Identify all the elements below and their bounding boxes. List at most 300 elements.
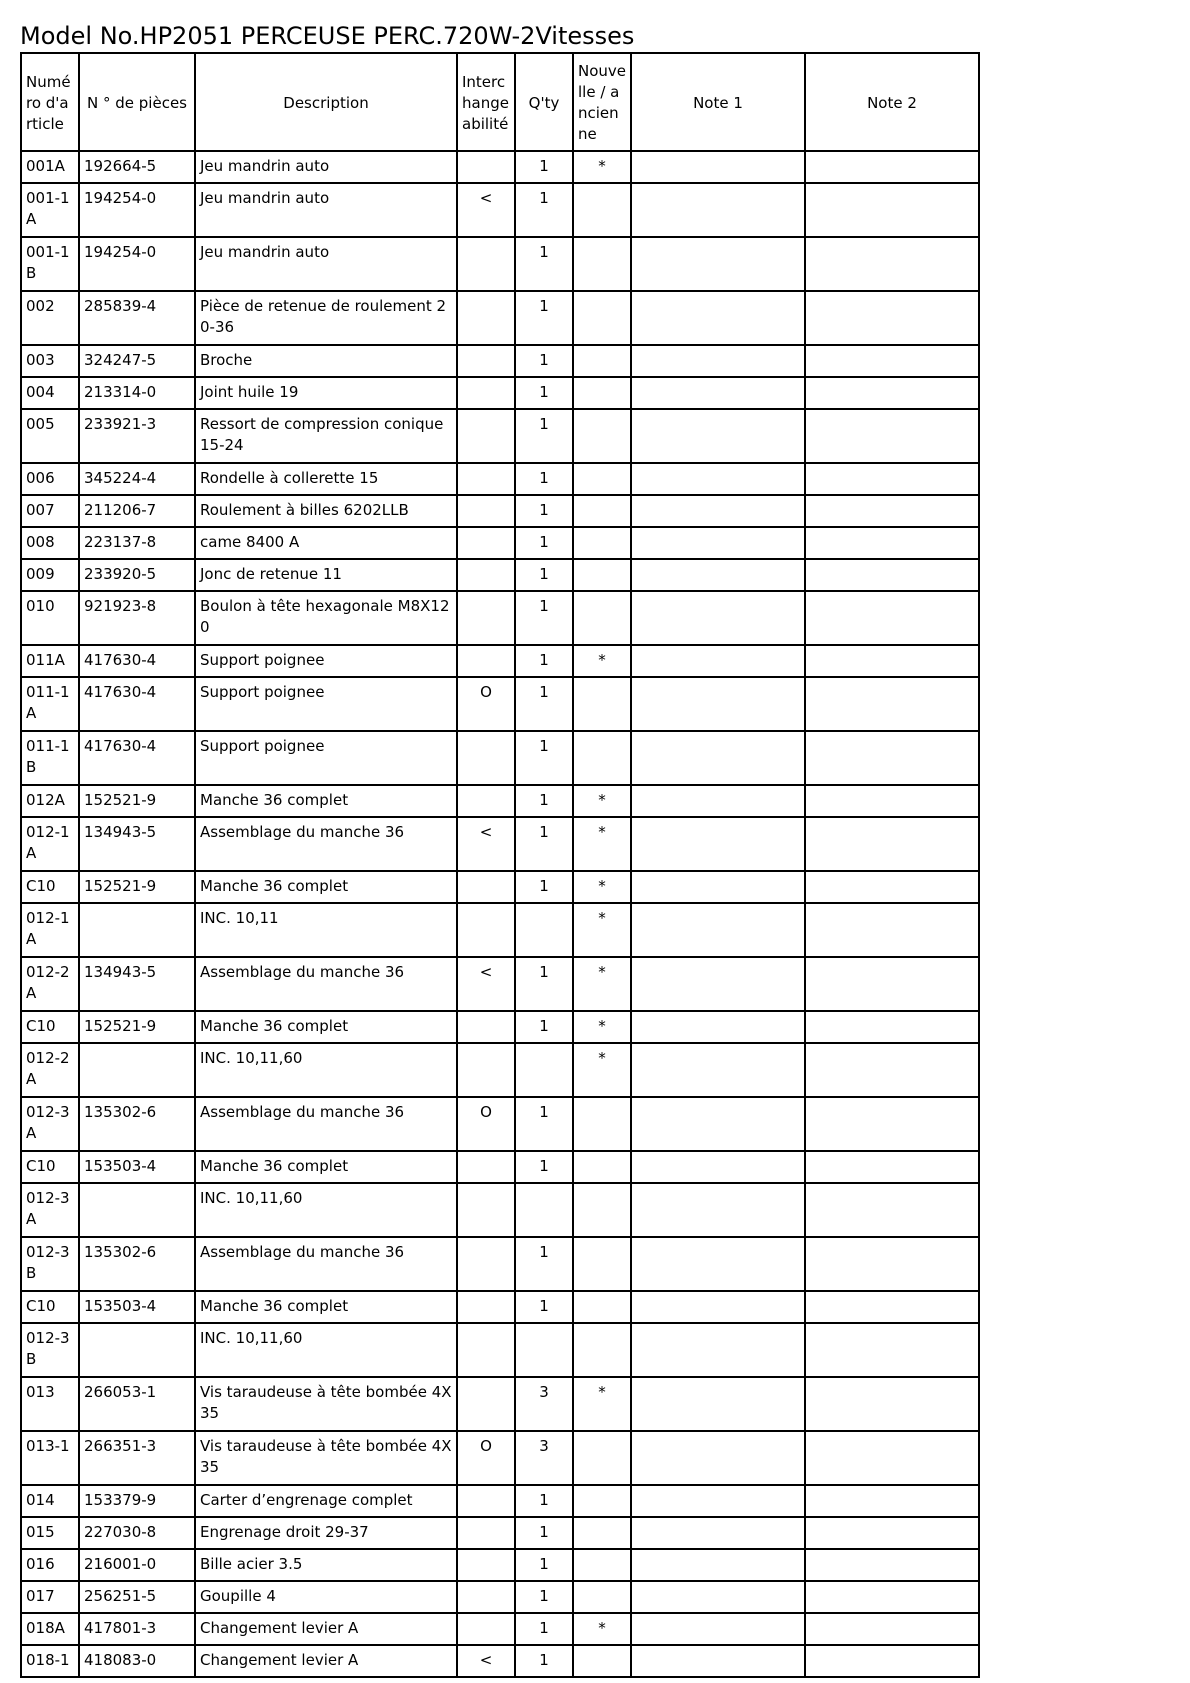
- table-row: [21, 1485, 979, 1517]
- note-2-cell: [805, 1151, 979, 1183]
- description-cell: Ressort de compression conique 15-24: [195, 409, 457, 463]
- note-2-cell: [805, 559, 979, 591]
- header-note-1: Note 1: [631, 53, 805, 151]
- quantity-cell: 1: [515, 291, 573, 345]
- quantity-cell: [515, 1183, 573, 1237]
- part-number-cell: [79, 903, 195, 957]
- description-cell: Roulement à billes 6202LLB: [195, 495, 457, 527]
- table-row: [21, 1043, 979, 1097]
- table-row: [21, 377, 979, 409]
- quantity-cell: 3: [515, 1377, 573, 1431]
- new-old-cell: *: [573, 1613, 631, 1645]
- interchangeability-cell: [457, 409, 515, 463]
- item-number-cell: 012-3B: [21, 1323, 79, 1377]
- note-2-cell: [805, 1485, 979, 1517]
- item-number-cell: 007: [21, 495, 79, 527]
- quantity-cell: 1: [515, 1549, 573, 1581]
- table-row: [21, 1097, 979, 1151]
- description-cell: Joint huile 19: [195, 377, 457, 409]
- note-2-cell: [805, 957, 979, 1011]
- new-old-cell: [573, 1581, 631, 1613]
- new-old-cell: *: [573, 1377, 631, 1431]
- quantity-cell: 1: [515, 559, 573, 591]
- interchangeability-cell: O: [457, 1431, 515, 1485]
- table-row: [21, 1581, 979, 1613]
- quantity-cell: 1: [515, 183, 573, 237]
- note-2-cell: [805, 1431, 979, 1485]
- note-1-cell: [631, 183, 805, 237]
- table-row: [21, 1613, 979, 1645]
- quantity-cell: 1: [515, 463, 573, 495]
- interchangeability-cell: [457, 527, 515, 559]
- item-number-cell: 005: [21, 409, 79, 463]
- part-number-cell: 417801-3: [79, 1613, 195, 1645]
- note-2-cell: [805, 345, 979, 377]
- part-number-cell: 921923-8: [79, 591, 195, 645]
- description-cell: Assemblage du manche 36: [195, 1097, 457, 1151]
- note-1-cell: [631, 1613, 805, 1645]
- note-2-cell: [805, 1377, 979, 1431]
- description-cell: Jeu mandrin auto: [195, 237, 457, 291]
- table-row: [21, 871, 979, 903]
- note-2-cell: [805, 1183, 979, 1237]
- table-row: [21, 1323, 979, 1377]
- description-cell: Goupille 4: [195, 1581, 457, 1613]
- note-1-cell: [631, 1377, 805, 1431]
- item-number-cell: 012A: [21, 785, 79, 817]
- interchangeability-cell: [457, 1517, 515, 1549]
- new-old-cell: [573, 1517, 631, 1549]
- note-2-cell: [805, 1323, 979, 1377]
- part-number-cell: 223137-8: [79, 527, 195, 559]
- description-cell: Broche: [195, 345, 457, 377]
- description-cell: Rondelle à collerette 15: [195, 463, 457, 495]
- new-old-cell: *: [573, 817, 631, 871]
- parts-table-body: [21, 151, 979, 1677]
- table-row: [21, 559, 979, 591]
- interchangeability-cell: [457, 1237, 515, 1291]
- table-row: [21, 409, 979, 463]
- note-1-cell: [631, 1291, 805, 1323]
- interchangeability-cell: [457, 1011, 515, 1043]
- item-number-cell: 012-1A: [21, 903, 79, 957]
- table-row: [21, 345, 979, 377]
- part-number-cell: [79, 1183, 195, 1237]
- description-cell: came 8400 A: [195, 527, 457, 559]
- note-1-cell: [631, 677, 805, 731]
- parts-table: [20, 52, 980, 1678]
- note-2-cell: [805, 1043, 979, 1097]
- quantity-cell: 1: [515, 345, 573, 377]
- note-1-cell: [631, 1011, 805, 1043]
- part-number-cell: 153379-9: [79, 1485, 195, 1517]
- quantity-cell: 3: [515, 1431, 573, 1485]
- table-row: [21, 1151, 979, 1183]
- note-1-cell: [631, 1549, 805, 1581]
- interchangeability-cell: [457, 1043, 515, 1097]
- note-2-cell: [805, 495, 979, 527]
- interchangeability-cell: <: [457, 1645, 515, 1677]
- table-row: [21, 237, 979, 291]
- description-cell: Assemblage du manche 36: [195, 1237, 457, 1291]
- quantity-cell: 1: [515, 957, 573, 1011]
- header-note-2: Note 2: [805, 53, 979, 151]
- new-old-cell: *: [573, 151, 631, 183]
- quantity-cell: 1: [515, 677, 573, 731]
- note-1-cell: [631, 559, 805, 591]
- quantity-cell: 1: [515, 817, 573, 871]
- item-number-cell: 015: [21, 1517, 79, 1549]
- part-number-cell: [79, 1043, 195, 1097]
- item-number-cell: C10: [21, 871, 79, 903]
- description-cell: Bille acier 3.5: [195, 1549, 457, 1581]
- table-row: [21, 463, 979, 495]
- note-1-cell: [631, 785, 805, 817]
- note-1-cell: [631, 1097, 805, 1151]
- interchangeability-cell: [457, 495, 515, 527]
- item-number-cell: 017: [21, 1581, 79, 1613]
- note-2-cell: [805, 463, 979, 495]
- note-1-cell: [631, 463, 805, 495]
- quantity-cell: [515, 1323, 573, 1377]
- interchangeability-cell: [457, 1151, 515, 1183]
- note-2-cell: [805, 785, 979, 817]
- document-title: Model No.HP2051 PERCEUSE PERC.720W-2Vitesses: [20, 22, 635, 50]
- description-cell: Manche 36 complet: [195, 1011, 457, 1043]
- interchangeability-cell: [457, 731, 515, 785]
- part-number-cell: 194254-0: [79, 183, 195, 237]
- note-1-cell: [631, 1431, 805, 1485]
- note-1-cell: [631, 1517, 805, 1549]
- quantity-cell: 1: [515, 1517, 573, 1549]
- note-2-cell: [805, 731, 979, 785]
- description-cell: Support poignee: [195, 645, 457, 677]
- note-2-cell: [805, 871, 979, 903]
- quantity-cell: 1: [515, 1151, 573, 1183]
- note-2-cell: [805, 1291, 979, 1323]
- quantity-cell: [515, 1043, 573, 1097]
- interchangeability-cell: <: [457, 183, 515, 237]
- note-2-cell: [805, 409, 979, 463]
- part-number-cell: 256251-5: [79, 1581, 195, 1613]
- item-number-cell: 004: [21, 377, 79, 409]
- interchangeability-cell: [457, 1183, 515, 1237]
- new-old-cell: [573, 345, 631, 377]
- description-cell: Manche 36 complet: [195, 871, 457, 903]
- part-number-cell: 153503-4: [79, 1151, 195, 1183]
- part-number-cell: 194254-0: [79, 237, 195, 291]
- note-1-cell: [631, 237, 805, 291]
- interchangeability-cell: [457, 1485, 515, 1517]
- note-1-cell: [631, 1581, 805, 1613]
- part-number-cell: 418083-0: [79, 1645, 195, 1677]
- interchangeability-cell: <: [457, 957, 515, 1011]
- item-number-cell: 012-3A: [21, 1183, 79, 1237]
- part-number-cell: 417630-4: [79, 677, 195, 731]
- description-cell: Vis taraudeuse à tête bombée 4X35: [195, 1431, 457, 1485]
- note-1-cell: [631, 1151, 805, 1183]
- part-number-cell: 417630-4: [79, 731, 195, 785]
- quantity-cell: 1: [515, 645, 573, 677]
- note-2-cell: [805, 1097, 979, 1151]
- description-cell: Jonc de retenue 11: [195, 559, 457, 591]
- new-old-cell: [573, 463, 631, 495]
- item-number-cell: 012-2A: [21, 957, 79, 1011]
- table-row: [21, 645, 979, 677]
- item-number-cell: 010: [21, 591, 79, 645]
- note-2-cell: [805, 591, 979, 645]
- quantity-cell: 1: [515, 409, 573, 463]
- table-row: [21, 1377, 979, 1431]
- new-old-cell: [573, 1549, 631, 1581]
- new-old-cell: *: [573, 645, 631, 677]
- item-number-cell: 008: [21, 527, 79, 559]
- note-2-cell: [805, 677, 979, 731]
- description-cell: Support poignee: [195, 731, 457, 785]
- part-number-cell: 134943-5: [79, 817, 195, 871]
- interchangeability-cell: [457, 1581, 515, 1613]
- header-quantity: Q'ty: [515, 53, 573, 151]
- item-number-cell: C10: [21, 1151, 79, 1183]
- interchangeability-cell: [457, 1549, 515, 1581]
- table-row: [21, 731, 979, 785]
- note-2-cell: [805, 1613, 979, 1645]
- interchangeability-cell: [457, 345, 515, 377]
- description-cell: Boulon à tête hexagonale M8X120: [195, 591, 457, 645]
- new-old-cell: *: [573, 871, 631, 903]
- interchangeability-cell: [457, 377, 515, 409]
- quantity-cell: 1: [515, 151, 573, 183]
- new-old-cell: [573, 409, 631, 463]
- table-row: [21, 1237, 979, 1291]
- interchangeability-cell: [457, 785, 515, 817]
- part-number-cell: 233921-3: [79, 409, 195, 463]
- interchangeability-cell: [457, 903, 515, 957]
- description-cell: Vis taraudeuse à tête bombée 4X35: [195, 1377, 457, 1431]
- quantity-cell: 1: [515, 495, 573, 527]
- header-description: Description: [195, 53, 457, 151]
- part-number-cell: 152521-9: [79, 785, 195, 817]
- item-number-cell: 009: [21, 559, 79, 591]
- part-number-cell: 135302-6: [79, 1097, 195, 1151]
- item-number-cell: 016: [21, 1549, 79, 1581]
- note-2-cell: [805, 1645, 979, 1677]
- part-number-cell: 227030-8: [79, 1517, 195, 1549]
- table-row: [21, 1011, 979, 1043]
- part-number-cell: 266053-1: [79, 1377, 195, 1431]
- interchangeability-cell: [457, 1613, 515, 1645]
- table-row: [21, 1431, 979, 1485]
- quantity-cell: 1: [515, 1011, 573, 1043]
- new-old-cell: [573, 495, 631, 527]
- note-1-cell: [631, 645, 805, 677]
- item-number-cell: 011-1B: [21, 731, 79, 785]
- item-number-cell: 018A: [21, 1613, 79, 1645]
- item-number-cell: 006: [21, 463, 79, 495]
- description-cell: INC. 10,11: [195, 903, 457, 957]
- item-number-cell: C10: [21, 1291, 79, 1323]
- interchangeability-cell: [457, 1323, 515, 1377]
- new-old-cell: [573, 559, 631, 591]
- description-cell: Support poignee: [195, 677, 457, 731]
- interchangeability-cell: [457, 591, 515, 645]
- part-number-cell: 233920-5: [79, 559, 195, 591]
- item-number-cell: 012-3B: [21, 1237, 79, 1291]
- note-2-cell: [805, 183, 979, 237]
- item-number-cell: 011A: [21, 645, 79, 677]
- new-old-cell: [573, 291, 631, 345]
- header-new-old: Nouvelle / ancienne: [573, 53, 631, 151]
- note-1-cell: [631, 903, 805, 957]
- part-number-cell: 285839-4: [79, 291, 195, 345]
- quantity-cell: [515, 903, 573, 957]
- note-1-cell: [631, 591, 805, 645]
- new-old-cell: [573, 1151, 631, 1183]
- new-old-cell: [573, 1323, 631, 1377]
- new-old-cell: *: [573, 1011, 631, 1043]
- description-cell: INC. 10,11,60: [195, 1183, 457, 1237]
- table-row: [21, 817, 979, 871]
- table-row: [21, 1291, 979, 1323]
- part-number-cell: 135302-6: [79, 1237, 195, 1291]
- note-1-cell: [631, 291, 805, 345]
- table-row: [21, 957, 979, 1011]
- part-number-cell: 192664-5: [79, 151, 195, 183]
- interchangeability-cell: O: [457, 1097, 515, 1151]
- part-number-cell: 216001-0: [79, 1549, 195, 1581]
- item-number-cell: 013: [21, 1377, 79, 1431]
- new-old-cell: [573, 1291, 631, 1323]
- note-1-cell: [631, 817, 805, 871]
- table-row: [21, 785, 979, 817]
- quantity-cell: 1: [515, 527, 573, 559]
- description-cell: Manche 36 complet: [195, 785, 457, 817]
- new-old-cell: [573, 1183, 631, 1237]
- quantity-cell: 1: [515, 731, 573, 785]
- new-old-cell: *: [573, 903, 631, 957]
- new-old-cell: *: [573, 1043, 631, 1097]
- description-cell: INC. 10,11,60: [195, 1323, 457, 1377]
- item-number-cell: 014: [21, 1485, 79, 1517]
- part-number-cell: 266351-3: [79, 1431, 195, 1485]
- interchangeability-cell: [457, 1291, 515, 1323]
- new-old-cell: [573, 377, 631, 409]
- note-1-cell: [631, 1183, 805, 1237]
- note-1-cell: [631, 1237, 805, 1291]
- table-row: [21, 291, 979, 345]
- quantity-cell: 1: [515, 1581, 573, 1613]
- note-2-cell: [805, 151, 979, 183]
- new-old-cell: [573, 183, 631, 237]
- part-number-cell: 152521-9: [79, 1011, 195, 1043]
- new-old-cell: [573, 1645, 631, 1677]
- note-2-cell: [805, 291, 979, 345]
- note-2-cell: [805, 817, 979, 871]
- new-old-cell: [573, 1237, 631, 1291]
- new-old-cell: *: [573, 785, 631, 817]
- table-row: [21, 1517, 979, 1549]
- interchangeability-cell: [457, 151, 515, 183]
- table-row: [21, 527, 979, 559]
- description-cell: INC. 10,11,60: [195, 1043, 457, 1097]
- description-cell: Pièce de retenue de roulement 20-36: [195, 291, 457, 345]
- interchangeability-cell: O: [457, 677, 515, 731]
- part-number-cell: 213314-0: [79, 377, 195, 409]
- note-2-cell: [805, 645, 979, 677]
- note-1-cell: [631, 1645, 805, 1677]
- description-cell: Changement levier A: [195, 1645, 457, 1677]
- item-number-cell: 001-1B: [21, 237, 79, 291]
- note-2-cell: [805, 377, 979, 409]
- quantity-cell: 1: [515, 591, 573, 645]
- description-cell: Carter d’engrenage complet: [195, 1485, 457, 1517]
- item-number-cell: 001-1A: [21, 183, 79, 237]
- quantity-cell: 1: [515, 1645, 573, 1677]
- note-2-cell: [805, 237, 979, 291]
- note-2-cell: [805, 1581, 979, 1613]
- note-1-cell: [631, 377, 805, 409]
- note-1-cell: [631, 1485, 805, 1517]
- new-old-cell: [573, 591, 631, 645]
- header-interchangeability: Interchangeabilité: [457, 53, 515, 151]
- item-number-cell: 012-1A: [21, 817, 79, 871]
- interchangeability-cell: <: [457, 817, 515, 871]
- note-1-cell: [631, 1323, 805, 1377]
- new-old-cell: [573, 731, 631, 785]
- note-1-cell: [631, 495, 805, 527]
- new-old-cell: [573, 1097, 631, 1151]
- table-row: [21, 1645, 979, 1677]
- quantity-cell: 1: [515, 377, 573, 409]
- table-row: [21, 677, 979, 731]
- quantity-cell: 1: [515, 1291, 573, 1323]
- interchangeability-cell: [457, 237, 515, 291]
- note-1-cell: [631, 345, 805, 377]
- description-cell: Manche 36 complet: [195, 1151, 457, 1183]
- quantity-cell: 1: [515, 237, 573, 291]
- interchangeability-cell: [457, 291, 515, 345]
- note-1-cell: [631, 731, 805, 785]
- part-number-cell: 153503-4: [79, 1291, 195, 1323]
- part-number-cell: 152521-9: [79, 871, 195, 903]
- note-1-cell: [631, 527, 805, 559]
- item-number-cell: 002: [21, 291, 79, 345]
- description-cell: Manche 36 complet: [195, 1291, 457, 1323]
- note-2-cell: [805, 1011, 979, 1043]
- new-old-cell: [573, 1485, 631, 1517]
- description-cell: Changement levier A: [195, 1613, 457, 1645]
- quantity-cell: 1: [515, 1613, 573, 1645]
- item-number-cell: 018-1: [21, 1645, 79, 1677]
- new-old-cell: [573, 237, 631, 291]
- part-number-cell: [79, 1323, 195, 1377]
- new-old-cell: *: [573, 957, 631, 1011]
- item-number-cell: 013-1: [21, 1431, 79, 1485]
- header-item-number: Numéro d'article: [21, 53, 79, 151]
- interchangeability-cell: [457, 871, 515, 903]
- note-1-cell: [631, 409, 805, 463]
- part-number-cell: 211206-7: [79, 495, 195, 527]
- table-row: [21, 1549, 979, 1581]
- description-cell: Assemblage du manche 36: [195, 957, 457, 1011]
- description-cell: Jeu mandrin auto: [195, 151, 457, 183]
- note-1-cell: [631, 957, 805, 1011]
- note-1-cell: [631, 1043, 805, 1097]
- interchangeability-cell: [457, 1377, 515, 1431]
- description-cell: Engrenage droit 29-37: [195, 1517, 457, 1549]
- part-number-cell: 345224-4: [79, 463, 195, 495]
- interchangeability-cell: [457, 463, 515, 495]
